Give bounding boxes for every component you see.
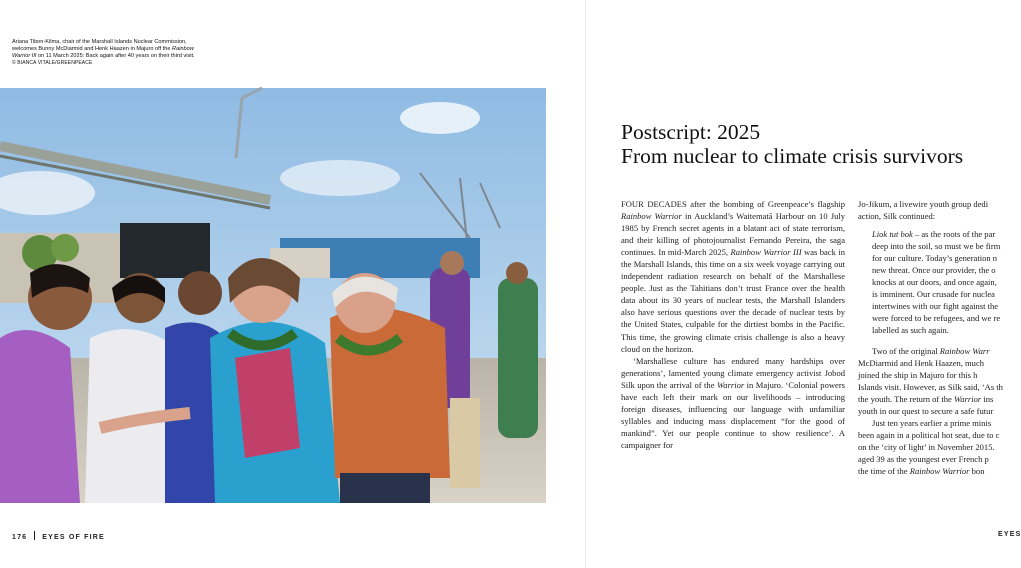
page-number: 176 xyxy=(12,534,28,541)
running-head: EYES OF FIRE xyxy=(42,534,105,541)
text-column-1 xyxy=(621,198,845,451)
chapter-title xyxy=(621,120,1017,168)
photo-credit: © BIANCA VITALE/GREENPEACE xyxy=(12,60,93,66)
folio-separator xyxy=(34,531,35,540)
paragraph: ‘Marshallese culture has endured many hardships over generations’, lamented young climate emergency activist Jobod Silk upon the arrival of the Warrior in Majuro. ‘Colonial powers have each left their mark on our livelihoods – introducing foreign diseases, influencing our language with unfamiliar syllables and inducing mass displacement “for the good of mankind”. Yet our people continue to show resilience’. A campaigner for xyxy=(621,355,845,450)
text-column-2 xyxy=(858,198,1020,477)
title-line-1: Postscript: 2025 xyxy=(621,120,761,144)
title-line-2: From nuclear to climate crisis survivors xyxy=(621,144,964,168)
folio-left xyxy=(12,531,105,541)
paragraph: Jo-Jikum, a livewire youth group dedi action, Silk continued: xyxy=(858,199,989,222)
paragraph: FOUR DECADES after the bombing of Greenpeace’s flagship Rainbow Warrior in Auckland’s Waitematā Harbour on 10 July 1985 by French secret agents in a blatant act of state terrorism, and their killing of photojournalist Fernando Pereira, the saga continues. In mid-March 2025, Rainbow Warrior III was back in the Marshall Islands, this time on a six week voyage carrying out independent radiation research on behalf of the Marshallese people. Just as the Tahitians don’t trust France over the health data about its 30 years of nuclear tests, the Marshall Islanders also have serious questions over the decade of nuclear tests by the United States, culpable for the dirtiest bombs in the Pacific. This time, the growing climate crisis challenge is also a heavy cloud on the horizon. xyxy=(621,199,846,354)
paragraph: Just ten years earlier a prime minis been again in a political hot seat, due to c on the ‘city of light’ in November 2015. aged 39 as the youngest ever French p the time of the Rainbow Warrior bon xyxy=(858,417,1000,476)
welcome-photo xyxy=(0,88,546,503)
block-quote: Liok tut bok – as the roots of the par deep into the soil, so must we be firm for our culture. Today’s generation n new threat. Once our provider, the o knocks at our doors, and once again, is imminent. Our crusade for nuclea intertwines with our fight against the were forced to be refugees, and we re labelled as such again. xyxy=(872,229,1001,336)
folio-right: EYES xyxy=(998,531,1021,538)
paragraph: Two of the original Rainbow Warr McDiarmid and Henk Haazen, much joined the ship in Majuro for this h Islands visit. However, as Silk said, ‘As th the youth. The return of the Warrior ins youth in our quest to secure a safe futur xyxy=(858,345,1003,416)
page-gutter xyxy=(585,0,586,568)
photo-caption: Ariana Tibon-Kilma, chair of the Marshall Islands Nuclear Commission, welcomes Bunny McDiarmid and Henk Haazen in Majuro off the Rainbow Warrior III on 11 March 2025: Back again after 40 years on their third visit. © BIANCA VITALE/GREENPEACE xyxy=(12,39,262,67)
